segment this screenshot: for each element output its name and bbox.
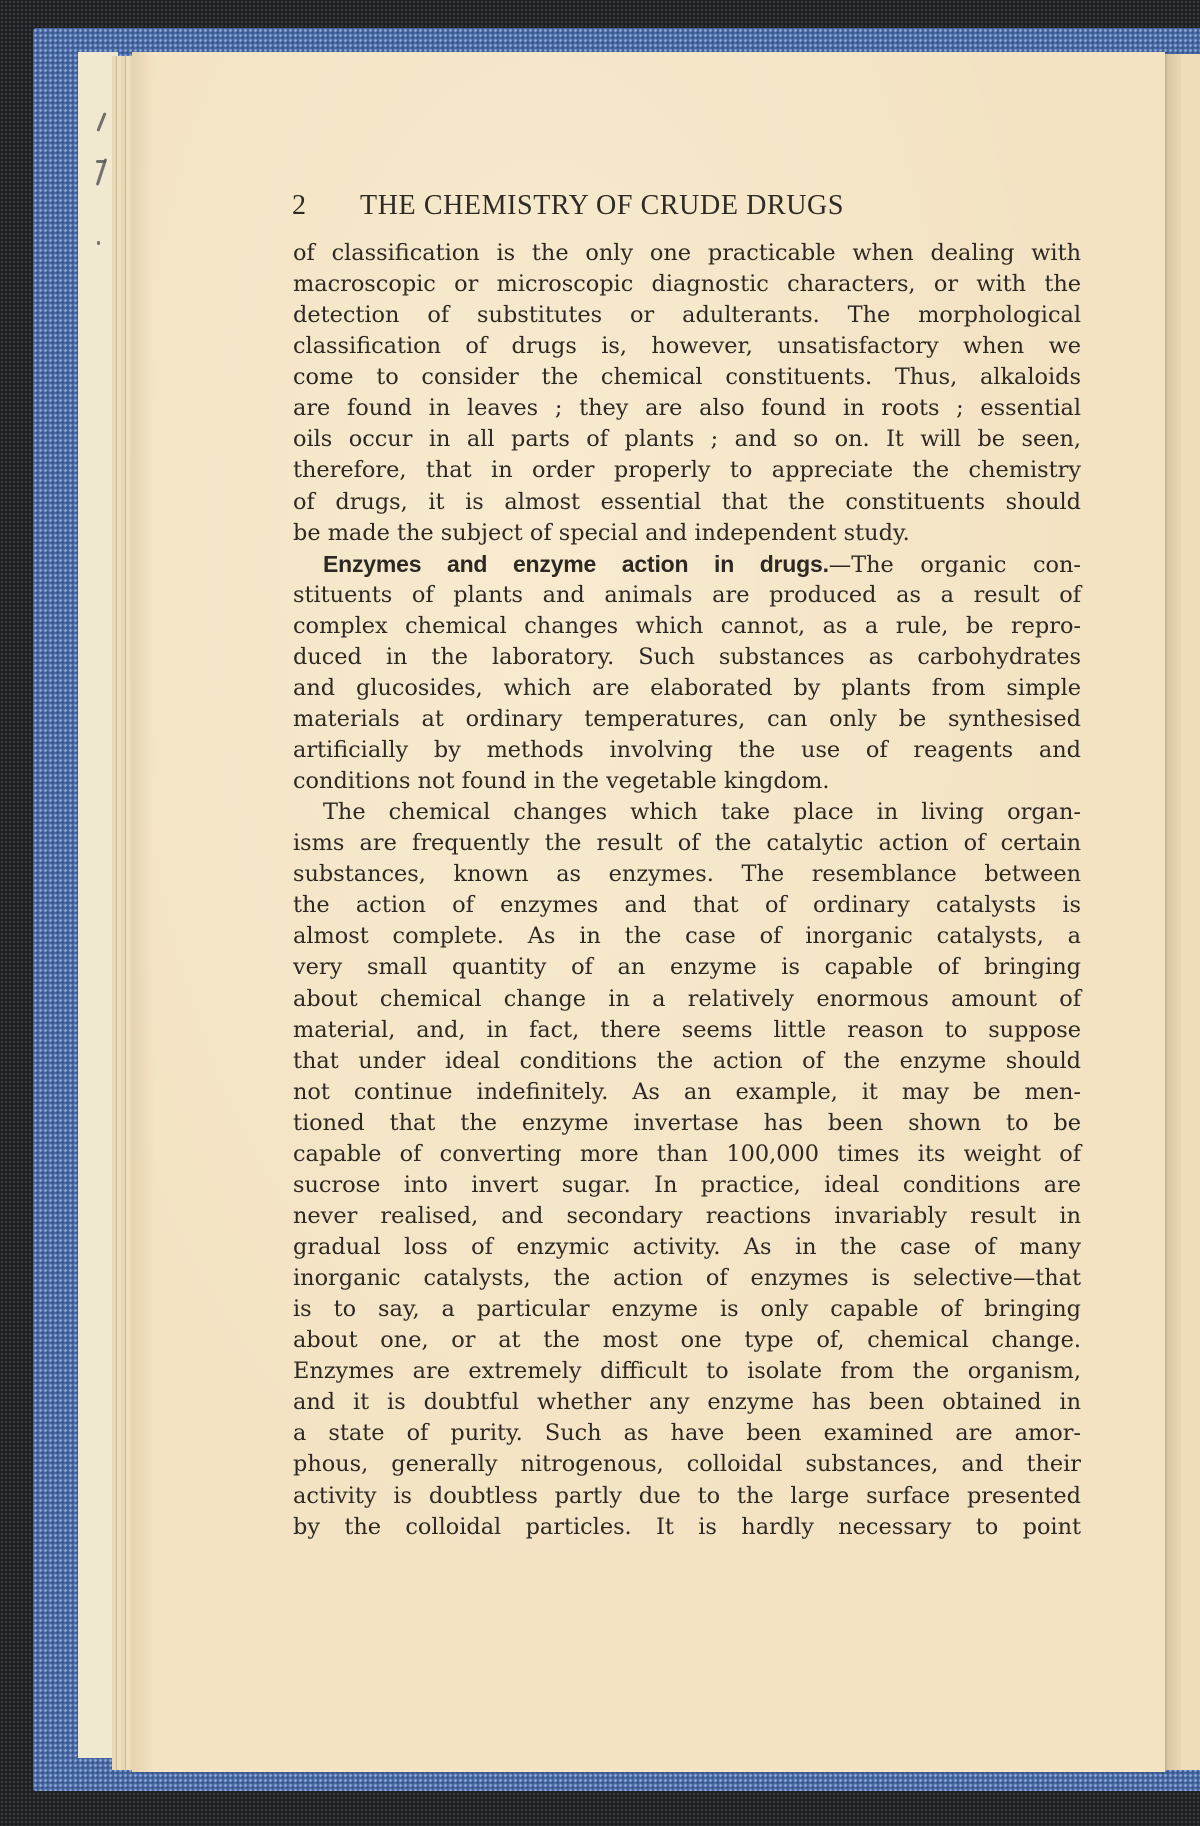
text-line: oils occur in all parts of plants ; and so on. It will be seen, bbox=[293, 426, 1081, 453]
text-line: substances, known as enzymes. The resemblance between bbox=[293, 861, 1081, 888]
text-line: activity is doubtless partly due to the large surface presented bbox=[293, 1482, 1081, 1509]
text-line: classification of drugs is, however, unsatisfactory when we bbox=[293, 333, 1081, 360]
text-line: conditions not found in the vegetable kingdom. bbox=[293, 768, 830, 795]
text-line: that under ideal conditions the action of the enzyme should bbox=[293, 1047, 1081, 1074]
text-line: duced in the laboratory. Such substances as carbohydrates bbox=[293, 643, 1081, 670]
text-line: not continue indefinitely. As an example, it may be men- bbox=[293, 1078, 1081, 1105]
text-line: therefore, that in order properly to appreciate the chemistry bbox=[293, 457, 1081, 484]
text-line: capable of converting more than 100,000 times its weight of bbox=[293, 1140, 1081, 1167]
text-line: sucrose into invert sugar. In practice, ideal conditions are bbox=[293, 1171, 1081, 1198]
text-line: materials at ordinary temperatures, can only be synthesised bbox=[293, 705, 1081, 732]
running-head-title: THE CHEMISTRY OF CRUDE DRUGS bbox=[360, 190, 845, 221]
text-line: and it is doubtful whether any enzyme has been obtained in bbox=[293, 1389, 1081, 1416]
facing-page-edge bbox=[1181, 54, 1200, 1770]
text-line: and glucosides, which are elaborated by plants from simple bbox=[293, 674, 1081, 701]
text-line: complex chemical changes which cannot, as a rule, be repro- bbox=[293, 612, 1081, 639]
text-line: gradual loss of enzymic activity. As in the case of many bbox=[293, 1234, 1081, 1260]
pencil-mark bbox=[96, 160, 106, 163]
text-line: of classification is the only one practicable when dealing with bbox=[293, 240, 1081, 266]
text-line-rest: —The organic con- bbox=[828, 551, 1081, 578]
paragraph bbox=[293, 797, 1081, 1543]
running-head bbox=[290, 190, 1080, 230]
text-line: about chemical change in a relatively enormous amount of bbox=[293, 985, 1081, 1012]
paragraph bbox=[293, 238, 1081, 549]
section-heading: Enzymes and enzyme action in drugs. bbox=[323, 550, 829, 577]
text-line: never realised, and secondary reactions invariably result in bbox=[293, 1202, 1081, 1229]
text-line: a state of purity. Such as have been examined are amor- bbox=[293, 1420, 1081, 1447]
text-line: inorganic catalysts, the action of enzymes is selective—that bbox=[293, 1265, 1081, 1292]
text-line: very small quantity of an enzyme is capable of bringing bbox=[293, 954, 1081, 981]
text-line: about one, or at the most one type of, chemical change. bbox=[293, 1327, 1081, 1354]
text-line: almost complete. As in the case of inorganic catalysts, a bbox=[293, 923, 1081, 950]
text-line: come to consider the chemical constituents. Thus, alkaloids bbox=[293, 364, 1081, 391]
text-line: by the colloidal particles. It is hardly necessary to point bbox=[293, 1513, 1081, 1540]
text-line: macroscopic or microscopic diagnostic characters, or with the bbox=[293, 271, 1081, 298]
text-line: phous, generally nitrogenous, colloidal substances, and their bbox=[293, 1451, 1081, 1478]
text-line: of drugs, it is almost essential that the constituents should bbox=[293, 488, 1081, 515]
text-line: tioned that the enzyme invertase has been shown to be bbox=[293, 1109, 1081, 1136]
text-line: is to say, a particular enzyme is only capable of bringing bbox=[293, 1296, 1081, 1323]
body-text bbox=[293, 238, 1081, 1543]
text-line: material, and, in fact, there seems little reason to suppose bbox=[293, 1016, 1081, 1043]
text-line: Enzymes are extremely difficult to isolate from the organism, bbox=[293, 1358, 1081, 1385]
text-line: the action of enzymes and that of ordinary catalysts is bbox=[293, 892, 1081, 919]
page-number: 2 bbox=[292, 190, 307, 221]
pencil-mark bbox=[97, 241, 100, 245]
text-line: artificially by methods involving the use of reagents and bbox=[293, 737, 1081, 763]
text-line: isms are frequently the result of the catalytic action of certain bbox=[293, 830, 1081, 857]
text-line: are found in leaves ; they are also found in roots ; essential bbox=[293, 395, 1081, 422]
paragraph bbox=[293, 549, 1081, 798]
page-gutter-shadow bbox=[1165, 54, 1181, 1770]
text-line: The chemical changes which take place in living organ- bbox=[323, 799, 1081, 826]
text-line: be made the subject of special and independent study. bbox=[293, 519, 910, 546]
text-line bbox=[293, 549, 1081, 580]
text-line: detection of substitutes or adulterants. The morphological bbox=[293, 302, 1081, 329]
text-line: stituents of plants and animals are produced as a result of bbox=[293, 581, 1081, 608]
